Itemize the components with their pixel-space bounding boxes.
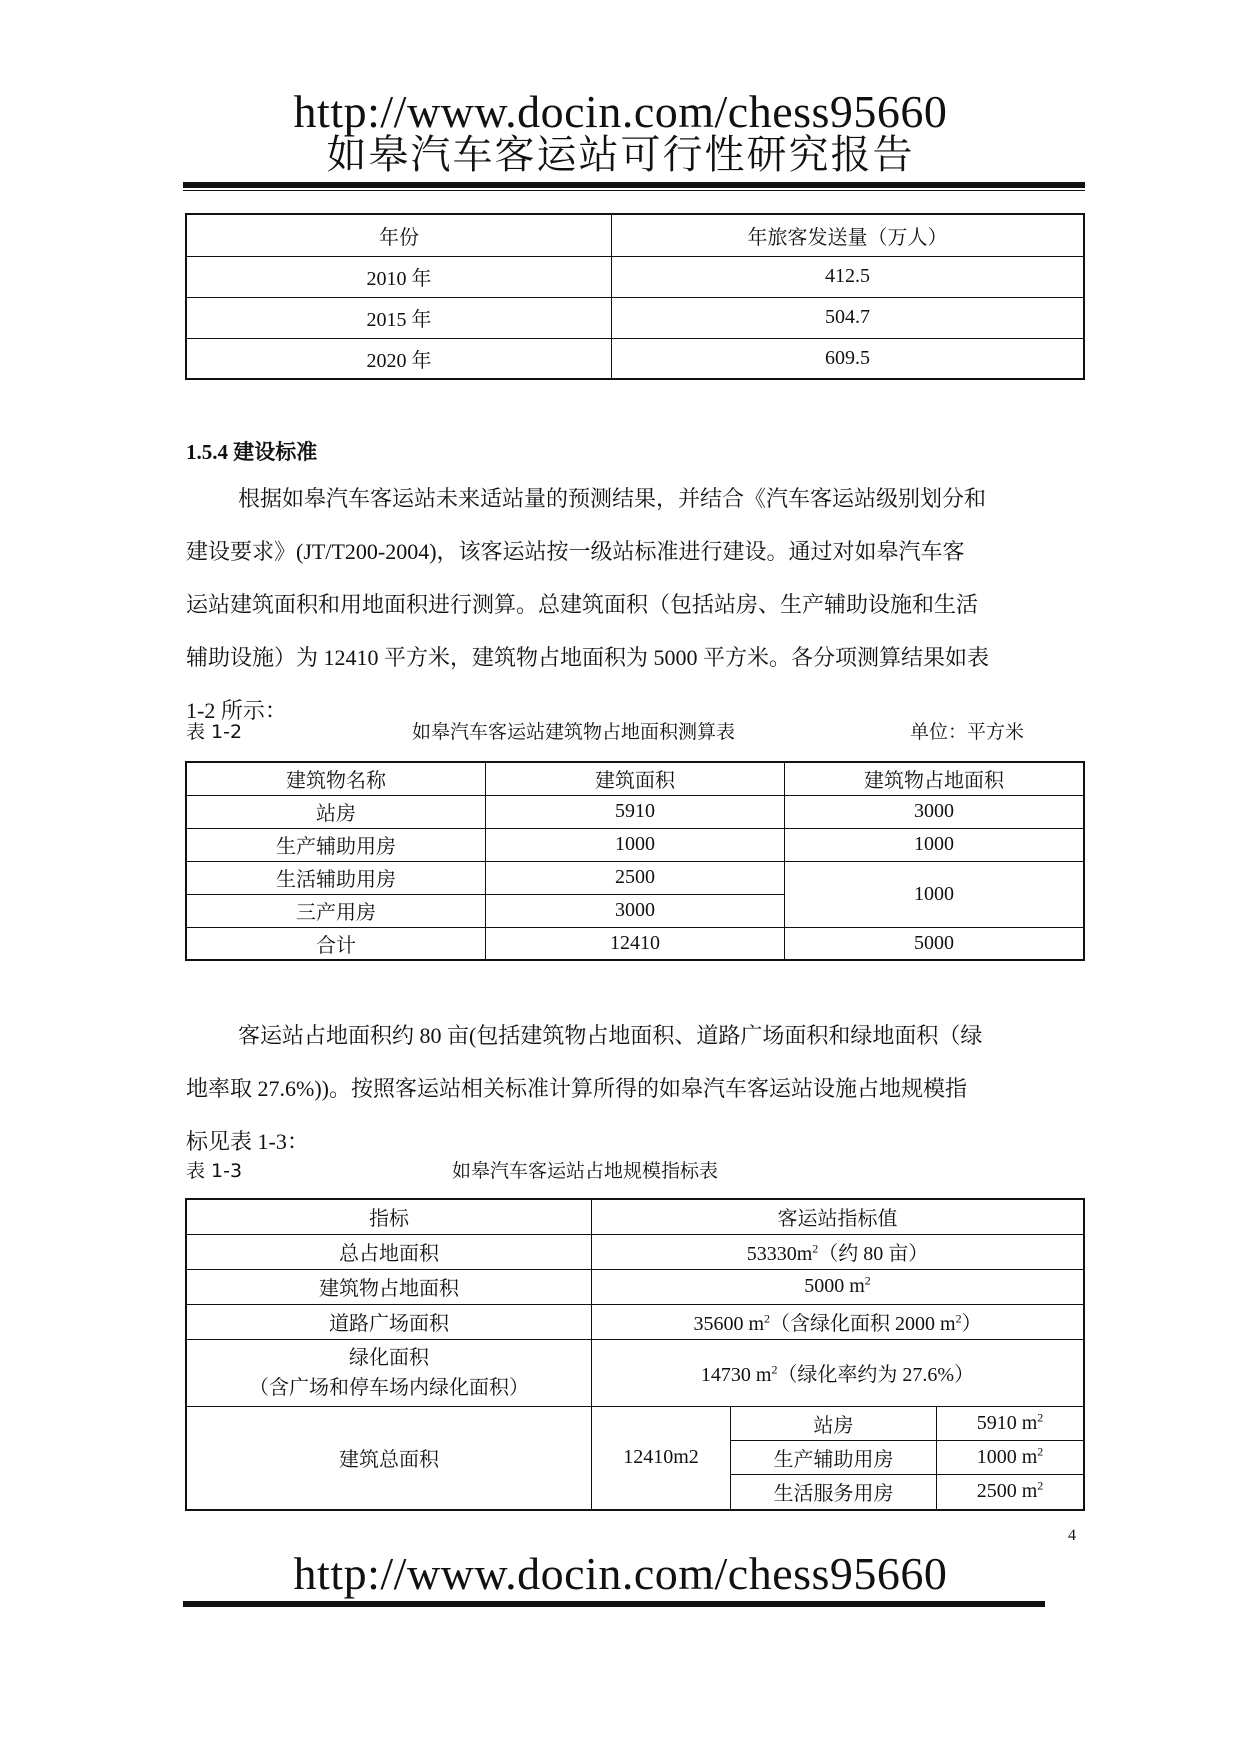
table-cell: 5000 [785, 927, 1085, 960]
paragraph-line: 标见表 1-3： [186, 1129, 309, 1154]
table-cell: 2020 年 [186, 338, 612, 379]
table-cell: 三产用房 [186, 894, 486, 927]
paragraph-construction-standard [186, 472, 1078, 737]
paragraph-line: 根据如皋汽车客运站未来适站量的预测结果，并结合《汽车客运站级别划分和 [238, 486, 987, 511]
table-cell: 总占地面积 [186, 1234, 592, 1269]
table-unit: 单位：平方米 [910, 721, 1025, 743]
table-cell: 5000 $m^2$ [592, 1269, 1085, 1304]
table-cell: 5910 [486, 795, 785, 828]
table-header-cell: 指标 [186, 1199, 592, 1234]
paragraph-site-area [186, 1009, 1078, 1168]
table-cell: 道路广场面积 [186, 1304, 592, 1339]
table-cell: 2010 年 [186, 256, 612, 297]
table-cell: 生活服务用房 [731, 1474, 937, 1510]
footer-rule [183, 1601, 1045, 1607]
table-cell: 1000 $m^2$ [937, 1440, 1085, 1474]
table-cell: 生产辅助用房 [186, 828, 486, 861]
table-label: 表 1-3 [186, 1160, 243, 1182]
paragraph-line: 地率取 27.6%))。按照客运站相关标准计算所得的如皋汽车客运站设施占地规模指 [186, 1076, 967, 1101]
table-caption: 如皋汽车客运站建筑物占地面积测算表 [412, 721, 736, 743]
paragraph-line: 运站建筑面积和用地面积进行测算。总建筑面积（包括站房、生产辅助设施和生活 [186, 592, 979, 617]
table-cell: 生活辅助用房 [186, 861, 486, 894]
table-caption: 如皋汽车客运站占地规模指标表 [452, 1160, 719, 1182]
table-cell: 412.5 [612, 256, 1085, 297]
table-cell: 2500 $m^2$ [937, 1474, 1085, 1510]
table-cell: 1000 [486, 828, 785, 861]
table-cell: 1000 [785, 828, 1085, 861]
table-header-cell: 客运站指标值 [592, 1199, 1085, 1234]
table-header-cell: 年旅客发送量（万人） [612, 214, 1085, 256]
paragraph-line: 辅助设施）为 12410 平方米，建筑物占地面积为 5000 平方米。各分项测算结果如表 [186, 645, 990, 670]
table-cell: $53330m^2$（约 80 亩） [592, 1234, 1085, 1269]
page-number: 4 [1068, 1527, 1076, 1544]
table-cell-merged: 建筑总面积 [186, 1406, 592, 1510]
table-cell: 5910 $m^2$ [937, 1406, 1085, 1440]
table-cell: 12410 [486, 927, 785, 960]
table-cell: 2500 [486, 861, 785, 894]
table-cell: 2015 年 [186, 297, 612, 338]
table-cell: 站房 [186, 795, 486, 828]
paragraph-line: 客运站占地面积约 80 亩(包括建筑物占地面积、道路广场面积和绿地面积（绿 [238, 1023, 983, 1048]
passenger-forecast-table [185, 213, 1085, 380]
table-header-cell: 建筑面积 [486, 762, 785, 795]
paragraph-line: 建设要求》(JT/T200-2004)，该客运站按一级站标准进行建设。通过对如皋汽车客 [186, 539, 965, 564]
table-header-cell: 建筑物名称 [186, 762, 486, 795]
table-cell: 建筑物占地面积 [186, 1269, 592, 1304]
building-area-table [185, 761, 1085, 961]
table-header-cell: 年份 [186, 214, 612, 256]
table-cell: 609.5 [612, 338, 1085, 379]
paragraph-line: 1-2 所示： [186, 698, 287, 723]
table-cell-merged: 12410m2 [592, 1406, 731, 1510]
header-url[interactable]: http://www.docin.com/chess95660 [293, 86, 948, 137]
table-cell: 14730 $m^2$（绿化率约为 27.6%） [592, 1339, 1085, 1406]
table-cell: 504.7 [612, 297, 1085, 338]
table-cell: 站房 [731, 1406, 937, 1440]
land-use-index-table [185, 1198, 1085, 1511]
table-cell: 生产辅助用房 [731, 1440, 937, 1474]
table-label: 表 1-2 [186, 721, 243, 743]
table-header-cell: 建筑物占地面积 [785, 762, 1085, 795]
table-cell: 绿化面积 （含广场和停车场内绿化面积） [186, 1339, 592, 1406]
table-cell: 35600 $m^2$（含绿化面积 2000 $m^2$） [592, 1304, 1085, 1339]
table-cell: 3000 [486, 894, 785, 927]
header-rule-thin [183, 190, 1085, 191]
footer-url[interactable]: http://www.docin.com/chess95660 [293, 1548, 948, 1599]
header-rule-thick [183, 182, 1085, 188]
document-title: 如皋汽车客运站可行性研究报告 [326, 132, 915, 177]
table-cell: 3000 [785, 795, 1085, 828]
table-cell-merged: 1000 [785, 861, 1085, 927]
table-cell: 合计 [186, 927, 486, 960]
section-heading: 1.5.4 建设标准 [186, 440, 318, 464]
